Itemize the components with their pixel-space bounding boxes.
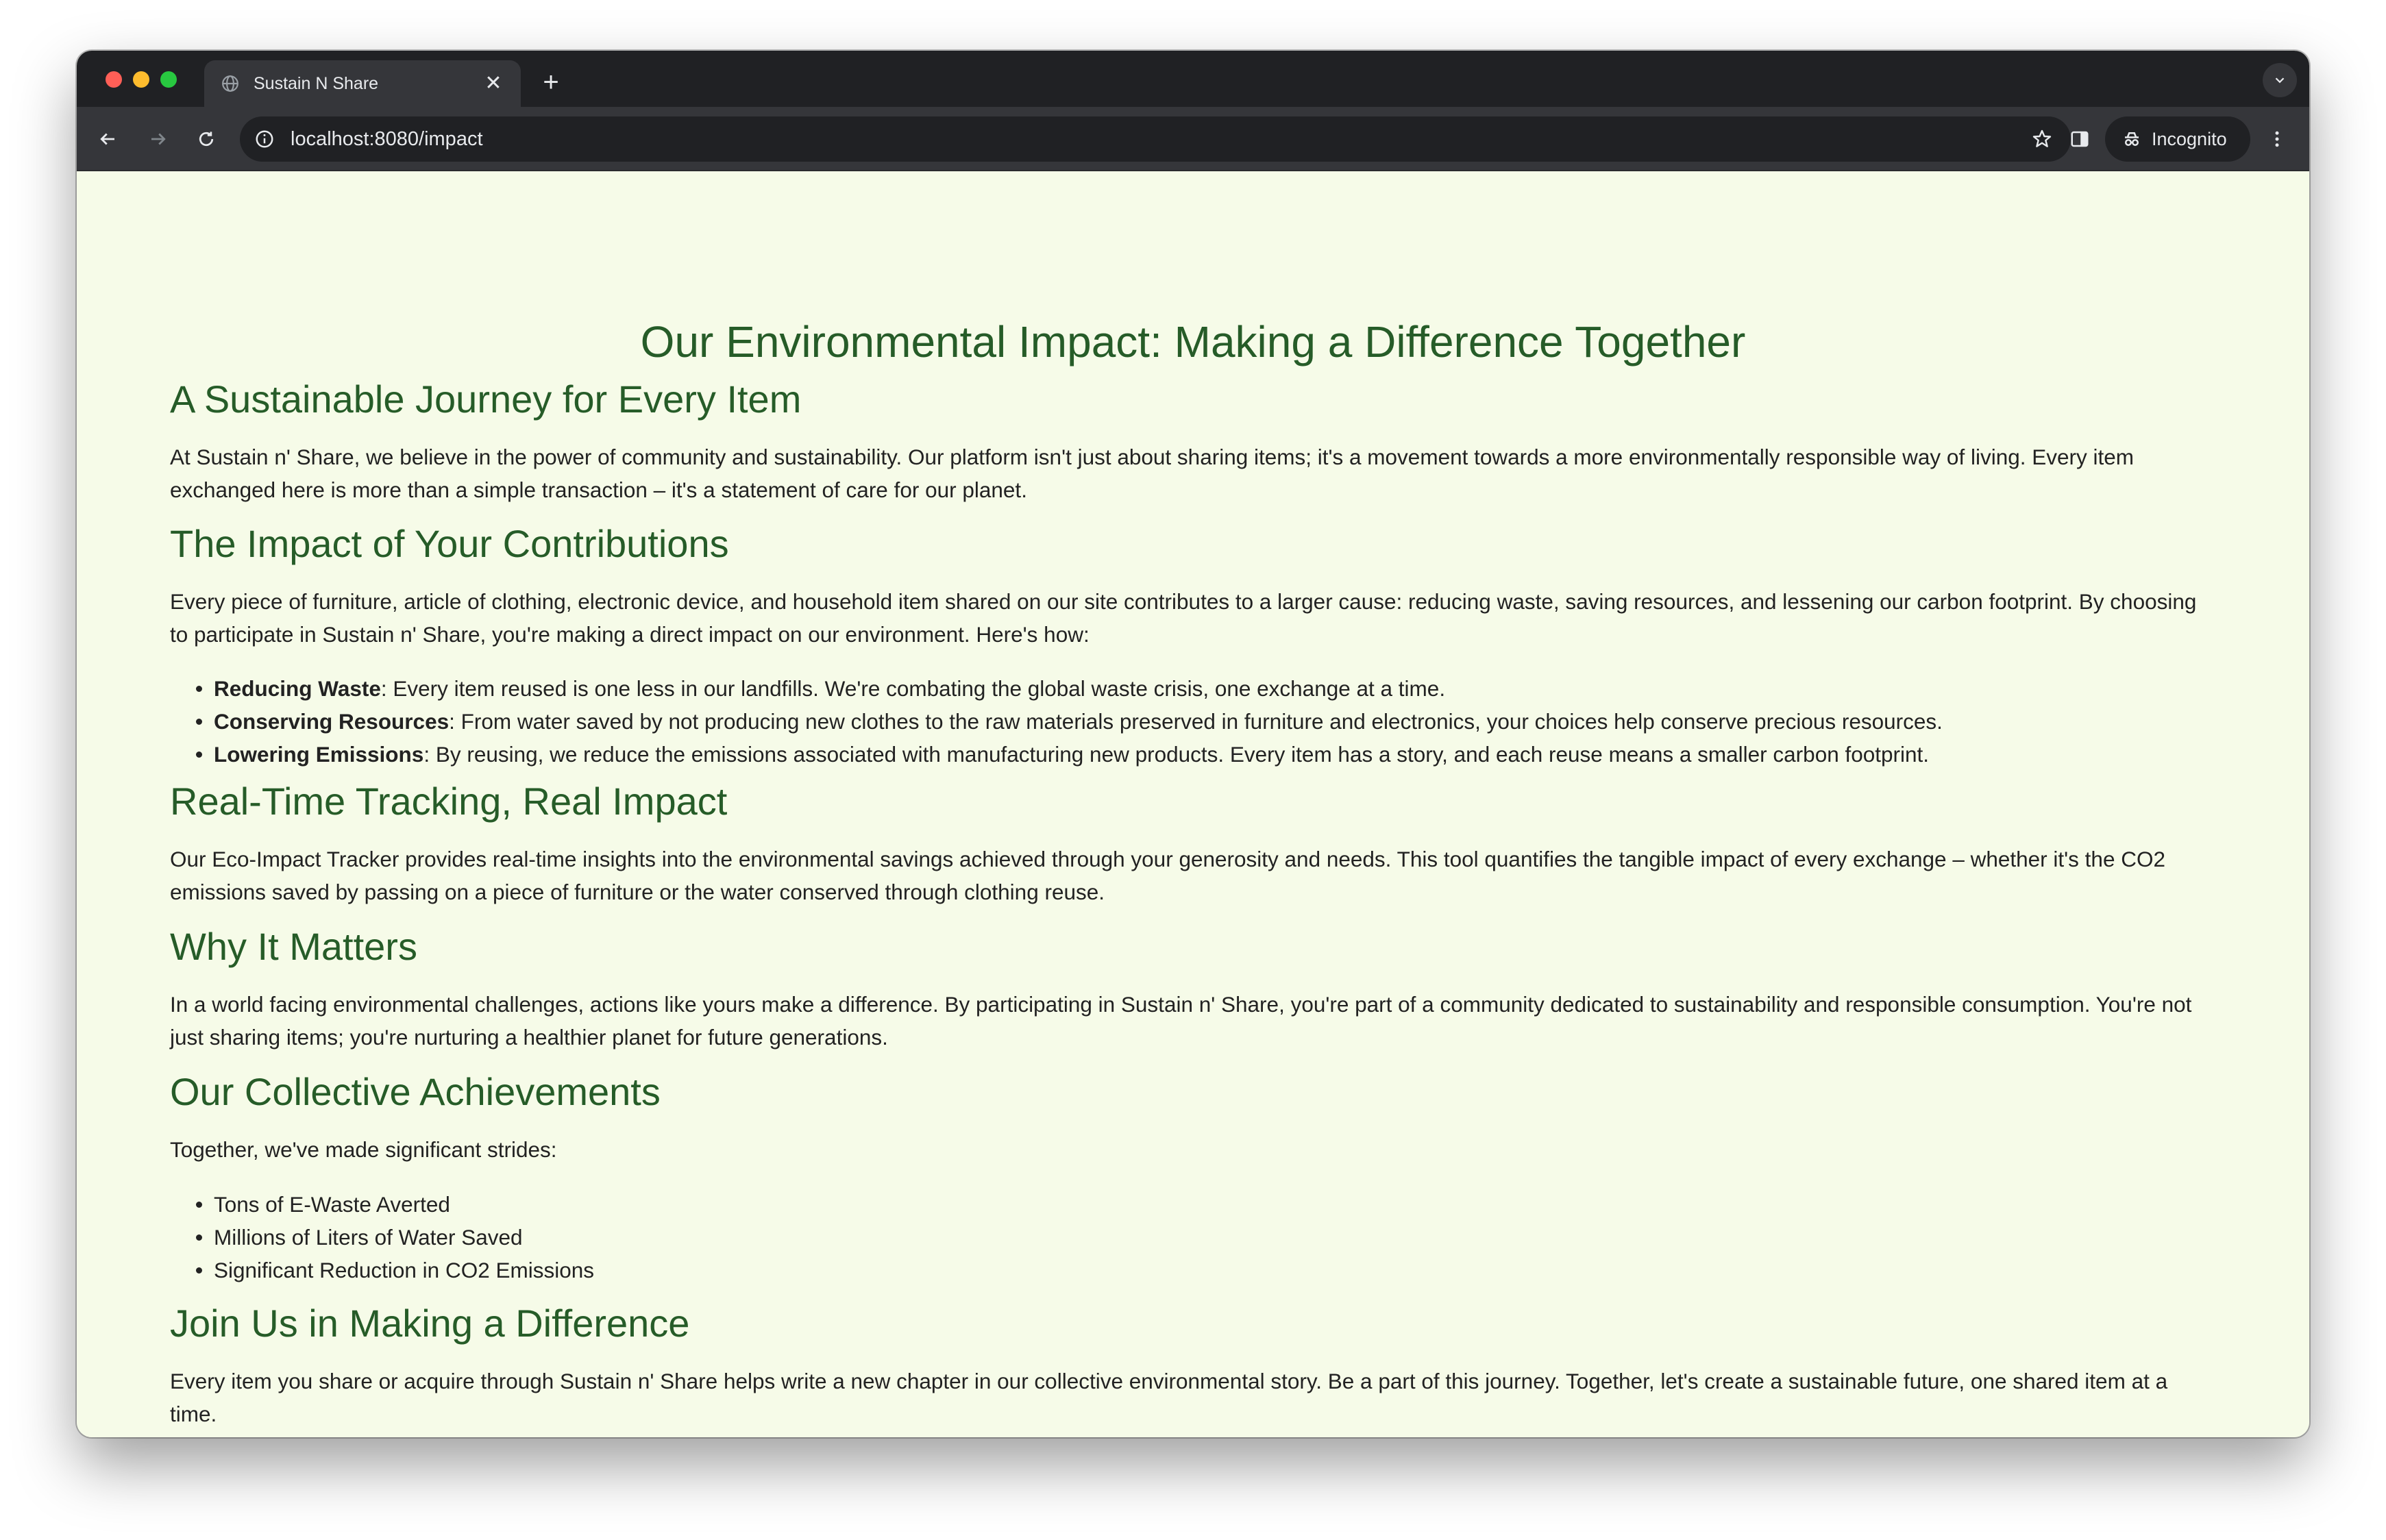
list-item: Significant Reduction in CO2 Emissions bbox=[170, 1254, 2226, 1287]
more-vertical-icon bbox=[2267, 129, 2287, 149]
back-button[interactable] bbox=[90, 122, 125, 156]
side-panel-button[interactable] bbox=[2063, 122, 2097, 156]
section-heading-collective-achievements: Our Collective Achievements bbox=[170, 1070, 661, 1113]
list-item-term: Conserving Resources bbox=[214, 709, 450, 734]
side-panel-icon bbox=[2069, 129, 2090, 149]
reload-button[interactable] bbox=[189, 122, 223, 156]
tab-title: Sustain N Share bbox=[254, 73, 379, 93]
section-heading-join-us: Join Us in Making a Difference bbox=[170, 1302, 690, 1345]
list-item bbox=[170, 738, 2226, 771]
url-text: localhost:8080/impact bbox=[291, 127, 483, 150]
section-paragraph-why-it-matters: In a world facing environmental challenges, actions like yours make a difference. By participating in Sustain n' Share, you're part of a community dedicated to sustainability and responsible consumption. You're not just sharing items; you're nurturing a healthier planet for future generations. bbox=[170, 992, 2192, 1050]
new-tab-button[interactable]: + bbox=[543, 67, 559, 97]
list-item-text: : Every item reused is one less in our landfills. We're combating the global waste crisis, one exchange at a time. bbox=[380, 676, 1446, 701]
incognito-icon bbox=[2121, 129, 2142, 149]
list-item: Millions of Liters of Water Saved bbox=[170, 1221, 2226, 1254]
list-item-text: : From water saved by not producing new clothes to the raw materials preserved in furniture and electronics, your choices help conserve precious resources. bbox=[449, 709, 1943, 734]
list-item bbox=[170, 672, 2226, 705]
list-item-term: Reducing Waste bbox=[214, 676, 381, 701]
page-title: Our Environmental Impact: Making a Difference Together bbox=[640, 317, 1746, 367]
bookmark-star-icon[interactable] bbox=[2027, 124, 2057, 154]
section-heading-sustainable-journey: A Sustainable Journey for Every Item bbox=[170, 377, 802, 421]
list-item-term: Lowering Emissions bbox=[214, 742, 424, 767]
incognito-label: Incognito bbox=[2152, 128, 2227, 149]
close-window-button[interactable] bbox=[106, 71, 122, 88]
section-heading-why-it-matters: Why It Matters bbox=[170, 925, 417, 968]
reload-icon bbox=[196, 129, 217, 149]
chevron-down-icon bbox=[2272, 73, 2287, 88]
forward-button[interactable] bbox=[141, 122, 175, 156]
list-item: Tons of E-Waste Averted bbox=[170, 1188, 2226, 1221]
globe-icon bbox=[221, 74, 240, 93]
close-tab-icon[interactable]: ✕ bbox=[484, 72, 502, 95]
section-heading-impact-contributions: The Impact of Your Contributions bbox=[170, 522, 729, 565]
browser-window bbox=[77, 51, 2309, 1437]
list-item bbox=[170, 705, 2226, 738]
section-paragraph-real-time-tracking: Our Eco-Impact Tracker provides real-time insights into the environmental savings achieved through your generosity and needs. This tool quantifies the tangible impact of every exchange – whether it's the CO2 emissions saved by passing on a piece of furniture or the water conserved through clothing reuse. bbox=[170, 847, 2165, 904]
list-item-text: : By reusing, we reduce the emissions associated with manufacturing new products. Every item has a story, and each reuse means a smaller carbon footprint. bbox=[423, 742, 1930, 767]
section-paragraph-impact-contributions: Every piece of furniture, article of clothing, electronic device, and household item shared on our site contributes to a larger cause: reducing waste, saving resources, and lessening our carbon footprint. By choosing to participate in Sustain n' Share, you're making a direct impact on our environment. Here's how: bbox=[170, 589, 2197, 647]
maximize-window-button[interactable] bbox=[160, 71, 177, 88]
section-heading-real-time-tracking: Real-Time Tracking, Real Impact bbox=[170, 780, 728, 823]
impact-list bbox=[170, 672, 2226, 771]
section-paragraph-join-us: Every item you share or acquire through Sustain n' Share helps write a new chapter in our collective environmental story. Be a part of this journey. Together, let's create a sustainable future, one shared item at a time. bbox=[170, 1369, 2168, 1426]
browser-menu-button[interactable] bbox=[2260, 122, 2294, 156]
address-bar[interactable] bbox=[240, 116, 2071, 162]
arrow-right-icon bbox=[148, 129, 169, 149]
minimize-window-button[interactable] bbox=[133, 71, 149, 88]
section-paragraph-sustainable-journey: At Sustain n' Share, we believe in the power of community and sustainability. Our platform isn't just about sharing items; it's a movement towards a more environmentally responsible way of living. Every item exchanged here is more than a simple transaction – it's a statement of care for our planet. bbox=[170, 445, 2135, 502]
tab-search-button[interactable] bbox=[2263, 63, 2297, 97]
site-info-icon[interactable] bbox=[251, 125, 278, 153]
tab-sustain-n-share[interactable] bbox=[204, 60, 521, 107]
incognito-indicator[interactable] bbox=[2105, 116, 2250, 162]
section-paragraph-collective-achievements: Together, we've made significant strides: bbox=[170, 1137, 557, 1162]
tab-strip bbox=[77, 51, 2309, 107]
page-content bbox=[77, 171, 2309, 1437]
achievements-list bbox=[170, 1188, 2226, 1287]
browser-toolbar bbox=[77, 107, 2309, 171]
arrow-left-icon bbox=[97, 129, 118, 149]
